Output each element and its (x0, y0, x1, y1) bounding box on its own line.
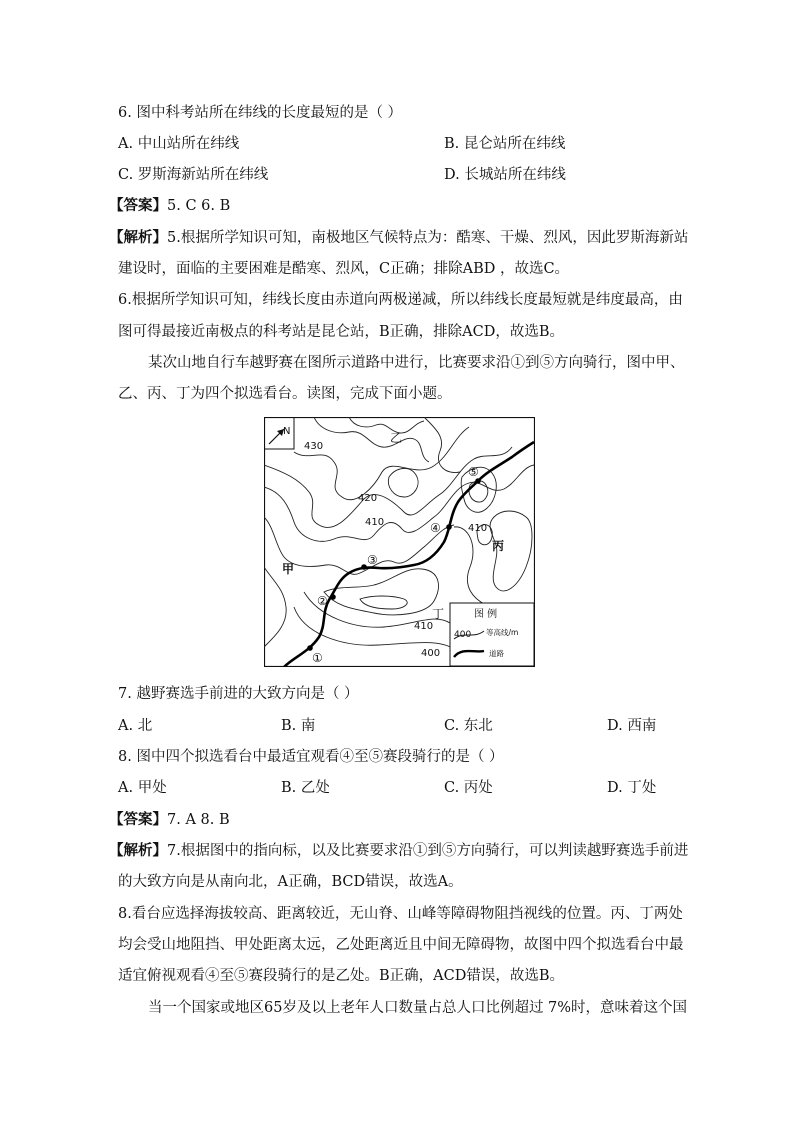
legend-title: 图 例 (474, 609, 498, 620)
point-3-marker (361, 564, 367, 570)
legend-contour-label: 等高线/m (486, 628, 519, 637)
q6-stem: 6. 图中科考站所在纬线的长度最短的是（ ） (118, 105, 403, 121)
q7-option-d: D. 西南 (607, 718, 657, 734)
analysis-2-line-2: 的大致方向是从南向北，A正确，BCD错误，故选A。 (118, 874, 463, 890)
point-1-marker (307, 645, 313, 651)
point-5-label: ⑤ (468, 465, 479, 479)
q7-option-a: A. 北 (118, 718, 153, 734)
site-ding-label: 丁 (432, 607, 445, 621)
contour-label: 410 (468, 523, 488, 534)
contour-label: 420 (358, 493, 378, 504)
q8-option-a: A. 甲处 (118, 780, 167, 796)
analysis-2-line-1 (109, 841, 688, 861)
analysis-text: 5.根据所学知识可知，南极地区气候特点为：酷寒、干燥、烈风，因此罗斯海新站 (167, 230, 689, 246)
contour-label: 410 (414, 621, 434, 632)
site-bing-label: 丙 (492, 539, 505, 553)
point-4-marker (446, 524, 452, 530)
q6-option-d: D. 长城站所在纬线 (444, 167, 566, 183)
q8-stem: 8. 图中四个拟选看台中最适宜观看④至⑤赛段骑行的是（ ） (118, 749, 504, 765)
answer-tag: 【答案】 (109, 197, 167, 214)
analysis-1-line-3: 6.根据所学知识可知，纬线长度由赤道向两极递减，所以纬线长度最短就是纬度最高，由 (118, 292, 683, 308)
q8-option-b: B. 乙处 (281, 780, 330, 796)
analysis-2-line-4: 均会受山地阻挡、甲处距离太远，乙处距离近且中间无障碍物，故图中四个拟选看台中最 (118, 937, 684, 953)
point-4-label: ④ (430, 521, 441, 535)
north-label: N (283, 426, 291, 437)
site-jia-label: 甲 (282, 562, 295, 576)
analysis-tag: 【解析】 (109, 229, 167, 246)
analysis-1-line-4: 图可得最接近南极点的科考站是昆仑站，B正确，排除ACD，故选B。 (118, 324, 564, 340)
analysis-tag: 【解析】 (109, 842, 167, 859)
q7-option-b: B. 南 (281, 718, 316, 734)
analysis-2-line-5: 适宜俯视观看④至⑤赛段骑行的是乙处。B正确，ACD错误，故选B。 (118, 968, 564, 984)
q7-stem: 7. 越野赛选手前进的大致方向是（ ） (118, 686, 359, 702)
analysis-text: 7.根据图中的指向标，以及比赛要求沿①到⑤方向骑行，可以判读越野赛选手前进 (167, 843, 689, 859)
analysis-1-line-1 (109, 228, 688, 248)
point-1-label: ① (312, 651, 323, 665)
intro-line-2: 乙、丙、丁为四个拟选看台。读图，完成下面小题。 (118, 386, 452, 402)
q8-option-c: C. 丙处 (444, 780, 493, 796)
contour-label: 400 (421, 648, 441, 659)
point-2-label: ② (317, 594, 328, 608)
contour-label: 410 (365, 517, 385, 528)
legend-contour-value: 400 (454, 630, 472, 640)
point-5-marker (475, 478, 481, 484)
map-legend (450, 603, 534, 666)
site-yi-label: 乙 (390, 431, 403, 445)
point-2-marker (330, 594, 336, 600)
legend-road-label: 道路 (489, 649, 504, 658)
q8-option-d: D. 丁处 (607, 780, 657, 796)
contour-map (264, 417, 535, 667)
next-passage-line-1: 当一个国家或地区65岁及以上老年人口数量占总人口比例超过 7%时，意味着这个国 (148, 1000, 688, 1016)
q6-option-a: A. 中山站所在纬线 (118, 136, 240, 152)
q6-option-b: B. 昆仑站所在纬线 (444, 136, 566, 152)
answer-text: 7. A 8. B (167, 812, 230, 828)
q7-option-c: C. 东北 (444, 718, 493, 734)
answer-block-1 (109, 196, 230, 216)
intro-line-1: 某次山地自行车越野赛在图所示道路中进行，比赛要求沿①到⑤方向骑行，图中甲、 (148, 355, 685, 371)
point-3-label: ③ (367, 553, 378, 567)
answer-tag: 【答案】 (109, 811, 167, 828)
analysis-2-line-3: 8.看台应选择海拔较高、距离较近，无山脊、山峰等障碍物阻挡视线的位置。丙、丁两处 (118, 906, 683, 922)
answer-text: 5. C 6. B (167, 198, 231, 214)
q6-option-c: C. 罗斯海新站所在纬线 (118, 167, 269, 183)
contour-label: 430 (304, 441, 324, 452)
analysis-1-line-2: 建设时，面临的主要困难是酷寒、烈风，C正确；排除ABD ，故选C。 (118, 261, 570, 277)
answer-block-2 (109, 810, 230, 830)
